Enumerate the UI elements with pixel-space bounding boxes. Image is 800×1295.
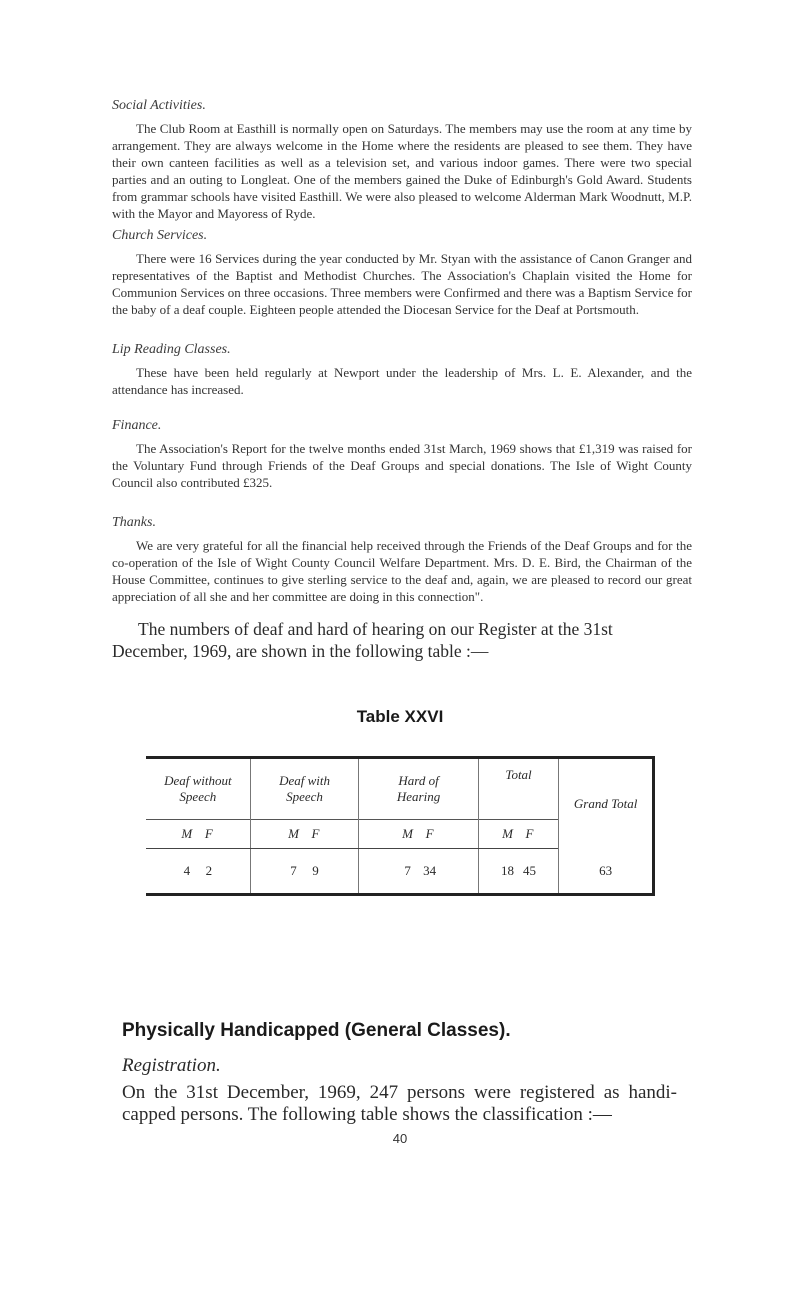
table-header-row — [146, 758, 654, 820]
section-text: These have been held regularly at Newport under the leadership of Mrs. L. E. Alexander, and the attendance has increased. — [112, 365, 692, 397]
registration-text: On the 31st December, 1969, 247 persons were registered as handi-capped persons. The following table shows the classification :— — [122, 1082, 677, 1125]
section-finance — [112, 418, 692, 491]
sub-f: F — [204, 826, 213, 841]
section-heading: Finance. — [112, 418, 162, 433]
section-text: There were 16 Services during the year conducted by Mr. Styan with the assistance of Canon Granger and representatives of the Baptist and Methodist Churches. The Association's Chaplain visited the Home for Communion Services on three occasions. Three members were Confirmed and there was a Baptism Service for the baby of a deaf couple. Eighteen people attended the Diocesan Service for the Deaf at Portsmouth. — [112, 251, 692, 317]
section-heading: Thanks. — [112, 515, 156, 530]
sub-f: F — [425, 826, 434, 841]
registration-heading: Registration. — [122, 1055, 221, 1076]
value-f: 2 — [205, 863, 213, 878]
table-row — [146, 849, 654, 895]
col-header-deaf-with-speech: Deaf with Speech — [250, 758, 359, 820]
section-heading: Lip Reading Classes. — [112, 342, 231, 357]
value-m: 18 — [501, 863, 515, 878]
cell-hard-of-hearing — [359, 849, 478, 895]
sub-mf — [146, 820, 250, 849]
table-title: Table XXVI — [356, 707, 444, 726]
section-text: The Club Room at Easthill is normally open on Saturdays. The members may use the room at any time by arrangement. They are always welcome in the Home where the residents are pleased to see them. They have their own canteen facilities as well as a television set, and various indoor games. There were two special parties and an outing to Longleat. One of the members gained the Duke of Edinburgh's Gold Award. Students from grammar schools have visited Easthill. We were also pleased to welcome Alderman Mark Woodnutt, M.P. with the Mayor and Mayoress of Ryde. — [112, 121, 692, 221]
sub-f: F — [525, 826, 534, 841]
value-f: 9 — [312, 863, 319, 878]
sub-mf — [250, 820, 359, 849]
value-f: 34 — [423, 863, 437, 878]
value-m: 4 — [183, 863, 191, 878]
sub-m: M — [502, 826, 513, 841]
physically-handicapped-title: Physically Handicapped (General Classes). — [122, 1020, 511, 1041]
col-header-total: Total — [478, 758, 559, 820]
value-m: 7 — [404, 863, 411, 878]
col-header-deaf-without-speech: Deaf without Speech — [164, 773, 232, 804]
sub-f: F — [311, 826, 320, 841]
value-f: 45 — [523, 863, 537, 878]
col-header-grand-total: Grand Total — [559, 758, 654, 849]
section-text: The Association's Report for the twelve months ended 31st March, 1969 shows that £1,319 was raised for the Voluntary Fund through Friends of the Deaf Groups and special donations. The Isle of Wight County Council also contributed £325. — [112, 441, 692, 490]
cell-total — [478, 849, 559, 895]
sub-mf — [478, 820, 559, 849]
value-m: 7 — [290, 863, 297, 878]
section-heading: Church Services. — [112, 228, 208, 243]
register-table — [146, 756, 655, 896]
section-text: We are very grateful for all the financial help received through the Friends of the Deaf Groups and for the co-operation of the Isle of Wight County Council Welfare Department. Mrs. D. E. Bird, the Chairman of the House Committee, continues to give sterling service to the deaf and, again, we are pleased to record our great appreciation of all she and her committee are doing in this connection". — [112, 538, 692, 604]
col-header-hard-of-hearing: Hard of Hearing — [359, 758, 478, 820]
cell-deaf-without-speech — [146, 849, 250, 895]
page-number: 40 — [392, 1131, 408, 1146]
section-lip-reading — [112, 342, 692, 398]
section-social-activities — [112, 98, 692, 222]
sub-m: M — [181, 826, 193, 841]
sub-mf — [359, 820, 478, 849]
section-thanks — [112, 515, 692, 605]
sub-m: M — [288, 826, 299, 841]
cell-grand-total: 63 — [559, 849, 654, 895]
sub-m: M — [402, 826, 413, 841]
section-church-services — [112, 228, 692, 318]
section-heading: Social Activities. — [112, 98, 206, 113]
register-intro: The numbers of deaf and hard of hearing on our Register at the 31st December, 1969, are shown in the following table :— — [112, 619, 613, 661]
cell-deaf-with-speech — [250, 849, 359, 895]
